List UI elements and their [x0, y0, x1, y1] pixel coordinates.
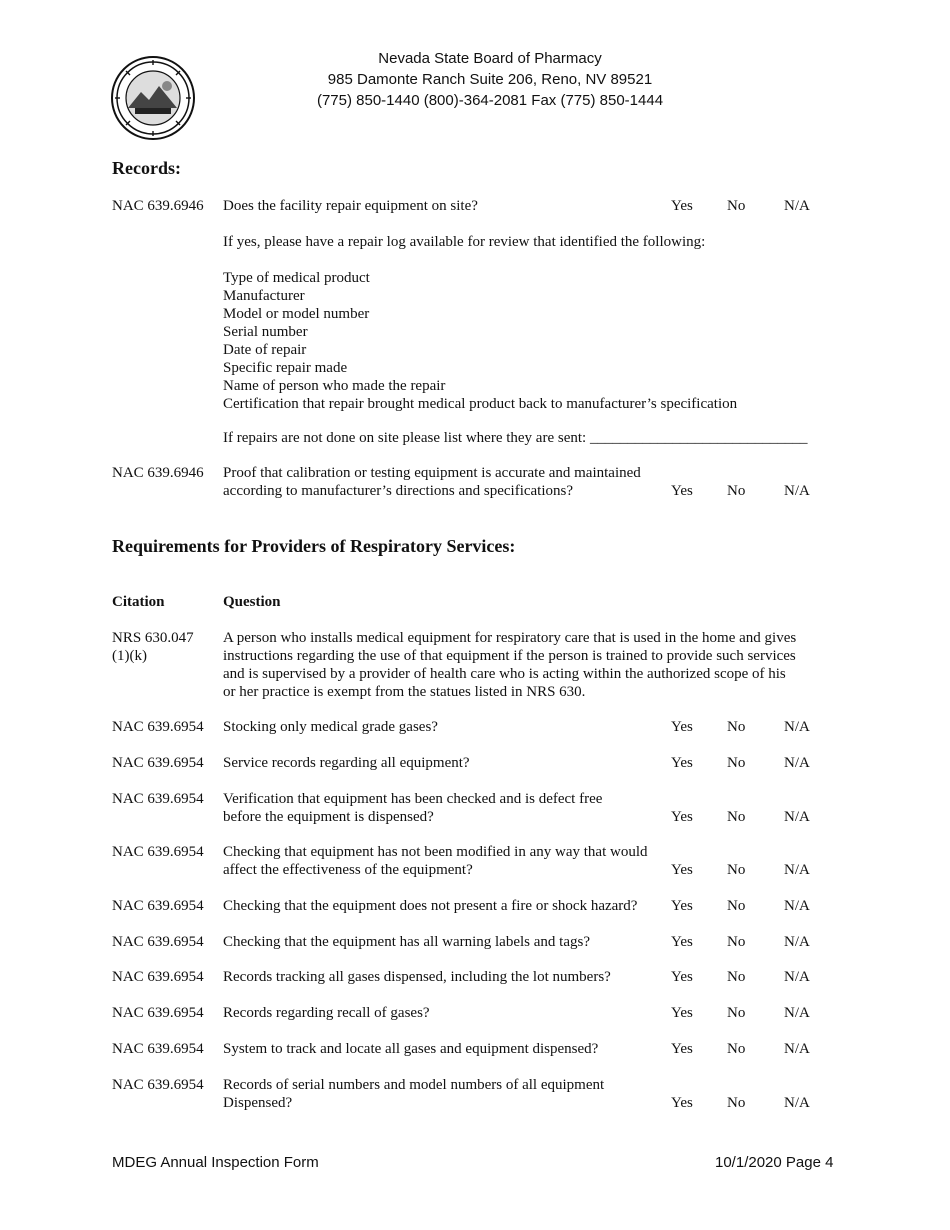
org-phone: (775) 850-1440 (800)-364-2081 Fax (775) 850-1444	[316, 92, 664, 109]
yes-option[interactable]: Yes	[671, 969, 693, 985]
footer-form-name: MDEG Annual Inspection Form	[112, 1154, 319, 1171]
na-option[interactable]: N/A	[784, 1005, 810, 1021]
yes-option[interactable]: Yes	[671, 809, 693, 825]
yes-option[interactable]: Yes	[671, 198, 693, 214]
exemption-text: or her practice is exempt from the statues listed in NRS 630.	[223, 684, 586, 700]
citation: NRS 630.047	[112, 630, 194, 646]
na-option[interactable]: N/A	[784, 809, 810, 825]
yes-option[interactable]: Yes	[671, 483, 693, 499]
question-text: Dispensed?	[223, 1095, 293, 1111]
question-text: Proof that calibration or testing equipment is accurate and maintained	[223, 465, 641, 481]
nevada-state-seal-icon	[111, 56, 195, 140]
yes-option[interactable]: Yes	[671, 1041, 693, 1057]
na-option[interactable]: N/A	[784, 755, 810, 771]
citation: NAC 639.6954	[112, 898, 204, 914]
na-option[interactable]: N/A	[784, 1041, 810, 1057]
question-text: Verification that equipment has been checked and is defect free	[223, 791, 603, 807]
question-text: Checking that the equipment does not present a fire or shock hazard?	[223, 898, 638, 914]
citation: NAC 639.6954	[112, 969, 204, 985]
repair-log-item: Type of medical product	[223, 270, 370, 286]
citation: NAC 639.6954	[112, 844, 204, 860]
na-option[interactable]: N/A	[784, 483, 810, 499]
exemption-text: instructions regarding the use of that equipment if the person is trained to provide such services	[223, 648, 796, 664]
no-option[interactable]: No	[727, 1005, 746, 1021]
question-text: affect the effectiveness of the equipment?	[223, 862, 473, 878]
citation: NAC 639.6954	[112, 1041, 204, 1057]
citation: NAC 639.6954	[112, 719, 204, 735]
citation: NAC 639.6946	[112, 465, 204, 481]
yes-option[interactable]: Yes	[671, 1005, 693, 1021]
question-text: System to track and locate all gases and equipment dispensed?	[223, 1041, 599, 1057]
question-text: Checking that equipment has not been modified in any way that would	[223, 844, 648, 860]
yes-option[interactable]: Yes	[671, 1095, 693, 1111]
yes-option[interactable]: Yes	[671, 862, 693, 878]
no-option[interactable]: No	[727, 969, 746, 985]
citation: NAC 639.6954	[112, 1005, 204, 1021]
citation: NAC 639.6954	[112, 1077, 204, 1093]
na-option[interactable]: N/A	[784, 898, 810, 914]
footer-date-page: 10/1/2020 Page 4	[715, 1154, 834, 1171]
no-option[interactable]: No	[727, 862, 746, 878]
no-option[interactable]: No	[727, 755, 746, 771]
letterhead	[290, 48, 690, 111]
citation: NAC 639.6954	[112, 934, 204, 950]
na-option[interactable]: N/A	[784, 198, 810, 214]
na-option[interactable]: N/A	[784, 934, 810, 950]
org-address: 985 Damonte Ranch Suite 206, Reno, NV 89521	[327, 71, 653, 88]
question-text: Does the facility repair equipment on site?	[223, 198, 478, 214]
no-option[interactable]: No	[727, 898, 746, 914]
citation: NAC 639.6954	[112, 791, 204, 807]
no-option[interactable]: No	[727, 934, 746, 950]
na-option[interactable]: N/A	[784, 1095, 810, 1111]
na-option[interactable]: N/A	[784, 862, 810, 878]
no-option[interactable]: No	[727, 198, 746, 214]
no-option[interactable]: No	[727, 809, 746, 825]
respiratory-heading: Requirements for Providers of Respiratory Services:	[112, 536, 516, 556]
no-option[interactable]: No	[727, 1041, 746, 1057]
yes-option[interactable]: Yes	[671, 898, 693, 914]
citation: (1)(k)	[112, 648, 147, 664]
records-heading: Records:	[112, 158, 181, 178]
yes-option[interactable]: Yes	[671, 934, 693, 950]
repair-log-item: Certification that repair brought medical product back to manufacturer’s specification	[223, 396, 738, 412]
na-option[interactable]: N/A	[784, 719, 810, 735]
citation-column-header: Citation	[112, 594, 165, 610]
question-text: according to manufacturer’s directions and specifications?	[223, 483, 574, 499]
question-text: Stocking only medical grade gases?	[223, 719, 438, 735]
repair-log-item: Model or model number	[223, 306, 370, 322]
question-text: Records of serial numbers and model numbers of all equipment	[223, 1077, 605, 1093]
offsite-repair-location-field[interactable]: If repairs are not done on site please list where they are sent: _____________________________	[223, 430, 808, 446]
question-text: Checking that the equipment has all warning labels and tags?	[223, 934, 590, 950]
no-option[interactable]: No	[727, 1095, 746, 1111]
repair-log-item: Specific repair made	[223, 360, 348, 376]
yes-option[interactable]: Yes	[671, 755, 693, 771]
repair-log-intro: If yes, please have a repair log available for review that identified the following:	[223, 234, 706, 250]
question-text: before the equipment is dispensed?	[223, 809, 434, 825]
question-text: Records regarding recall of gases?	[223, 1005, 430, 1021]
repair-log-item: Date of repair	[223, 342, 307, 358]
no-option[interactable]: No	[727, 483, 746, 499]
repair-log-item: Name of person who made the repair	[223, 378, 446, 394]
exemption-text: and is supervised by a provider of health care who is acting within the authorized scope of his	[223, 666, 786, 682]
exemption-text: A person who installs medical equipment for respiratory care that is used in the home and gives	[223, 630, 797, 646]
question-column-header: Question	[223, 594, 281, 610]
question-text: Service records regarding all equipment?	[223, 755, 470, 771]
org-name: Nevada State Board of Pharmacy	[378, 50, 602, 67]
no-option[interactable]: No	[727, 719, 746, 735]
repair-log-item: Manufacturer	[223, 288, 305, 304]
question-text: Records tracking all gases dispensed, including the lot numbers?	[223, 969, 611, 985]
citation: NAC 639.6954	[112, 755, 204, 771]
repair-log-item: Serial number	[223, 324, 308, 340]
yes-option[interactable]: Yes	[671, 719, 693, 735]
na-option[interactable]: N/A	[784, 969, 810, 985]
citation: NAC 639.6946	[112, 198, 204, 214]
